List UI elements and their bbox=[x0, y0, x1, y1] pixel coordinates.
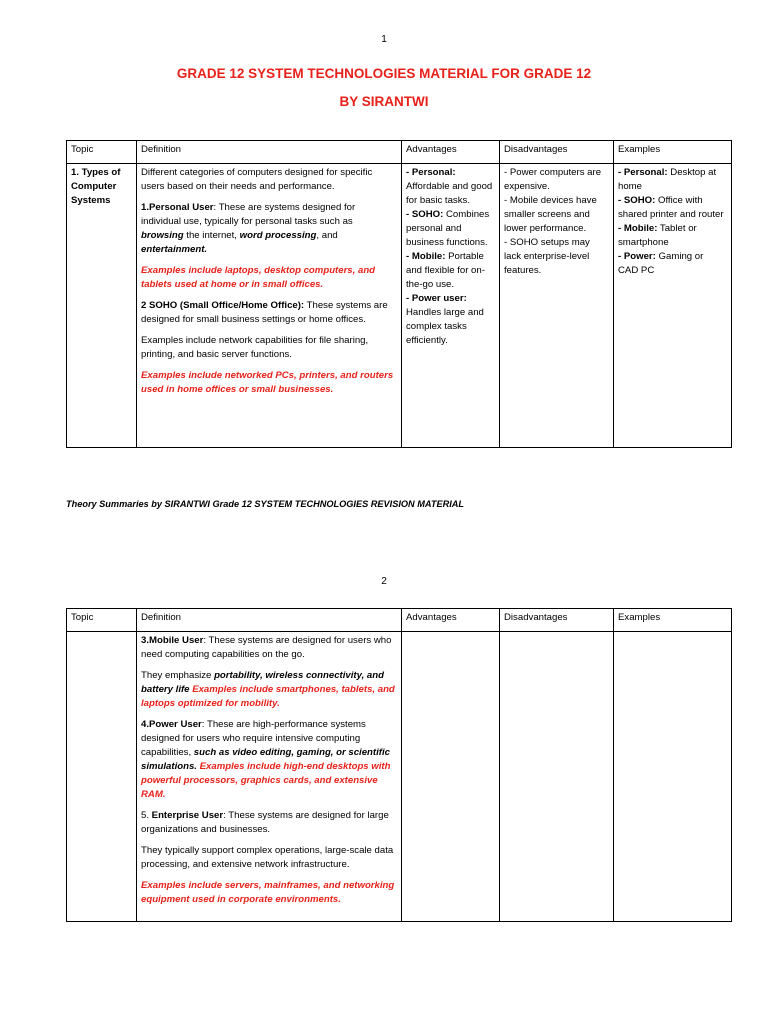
enterprise-user-paragraph bbox=[141, 809, 396, 837]
power-user-label: 4.Power User bbox=[141, 719, 202, 730]
disadvantages-cell bbox=[500, 164, 614, 448]
page-number: 1 bbox=[381, 34, 387, 45]
example-label: - Power: bbox=[618, 251, 656, 262]
example-text: Gaming or CAD PC bbox=[618, 251, 704, 276]
enterprise-examples: Examples include servers, mainframes, and networking equipment used in corporate environments. bbox=[141, 880, 395, 905]
table-row bbox=[67, 164, 732, 448]
mobile-user-label: 3.Mobile User bbox=[141, 635, 204, 646]
header-definition: Definition bbox=[137, 609, 402, 632]
soho-text: These systems are designed for small business settings or home offices. bbox=[141, 300, 388, 325]
advantage-text: Affordable and good for basic tasks. bbox=[406, 181, 493, 206]
personal-user-label: 1.Personal User bbox=[141, 202, 214, 213]
personal-examples: Examples include laptops, desktop computers, and tablets used at home or in small offices. bbox=[141, 265, 376, 290]
definition-cell bbox=[137, 164, 402, 448]
header-topic: Topic bbox=[67, 609, 137, 632]
mobile-examples: Examples include smartphones, tablets, and laptops optimized for mobility. bbox=[141, 684, 395, 709]
page-footer: Theory Summaries by SIRANTWI Grade 12 SYSTEM TECHNOLOGIES REVISION MATERIAL bbox=[66, 499, 465, 509]
header-topic: Topic bbox=[67, 141, 137, 164]
example-label: - SOHO: bbox=[618, 195, 656, 206]
enterprise-support-paragraph: They typically support complex operations, large-scale data processing, and extensive network infrastructure. bbox=[141, 845, 394, 870]
header-advantages: Advantages bbox=[402, 609, 500, 632]
soho-paragraph bbox=[141, 299, 396, 327]
disadvantages-cell bbox=[500, 632, 614, 922]
soho-examples: Examples include networked PCs, printers, and routers used in home offices or small businesses. bbox=[141, 370, 394, 395]
power-examples: Examples include high-end desktops with powerful processors, graphics cards, and extensive RAM. bbox=[141, 761, 391, 800]
advantage-label: - Personal: bbox=[406, 167, 456, 178]
example-text: Office with shared printer and router bbox=[618, 195, 724, 220]
mobile-user-paragraph bbox=[141, 634, 396, 662]
enterprise-user-text: : These systems are designed for large organizations and businesses. bbox=[141, 810, 389, 835]
advantage-label: - Mobile: bbox=[406, 251, 446, 262]
example-label: - Personal: bbox=[618, 167, 668, 178]
header-disadvantages: Disadvantages bbox=[500, 141, 614, 164]
word-processing-term: word processing bbox=[239, 230, 317, 241]
enterprise-number: 5. bbox=[141, 810, 152, 821]
example-item bbox=[618, 166, 726, 194]
header-examples: Examples bbox=[614, 141, 732, 164]
browsing-term: browsing bbox=[141, 230, 184, 241]
mobile-emphasis-intro: They emphasize bbox=[141, 670, 215, 681]
advantage-label: - SOHO: bbox=[406, 209, 444, 220]
power-user-emphasis: such as video editing, gaming, or scientific simulations. bbox=[141, 747, 390, 772]
advantage-item bbox=[406, 250, 494, 292]
examples-cell bbox=[614, 164, 732, 448]
header-disadvantages: Disadvantages bbox=[500, 609, 614, 632]
table-row bbox=[67, 632, 732, 922]
example-text: Desktop at home bbox=[618, 167, 717, 192]
mobile-emphasis-paragraph bbox=[141, 669, 396, 711]
page-number: 2 bbox=[381, 576, 387, 587]
disadvantage-item: - SOHO setups may lack enterprise-level features. bbox=[504, 237, 590, 276]
summary-table-page2 bbox=[66, 608, 732, 922]
advantage-text: Handles large and complex tasks efficiently. bbox=[406, 307, 484, 346]
example-text: Tablet or smartphone bbox=[618, 223, 697, 248]
header-examples: Examples bbox=[614, 609, 732, 632]
topic-cell: 1. Types of Computer Systems bbox=[67, 164, 137, 448]
personal-user-text-b: the internet, bbox=[183, 230, 240, 241]
definition-intro: Different categories of computers designed for specific users based on their needs and performance. bbox=[141, 167, 373, 192]
soho-label: 2 SOHO (Small Office/Home Office): bbox=[141, 300, 305, 311]
advantages-cell bbox=[402, 632, 500, 922]
personal-user-paragraph bbox=[141, 201, 396, 257]
advantage-item bbox=[406, 166, 494, 208]
disadvantage-item: - Power computers are expensive. bbox=[504, 167, 602, 192]
table-header-row bbox=[67, 609, 732, 632]
advantage-text: Portable and flexible for on-the-go use. bbox=[406, 251, 485, 290]
example-item bbox=[618, 222, 726, 250]
enterprise-user-label: Enterprise User bbox=[151, 810, 224, 821]
personal-user-text: : These are systems designed for individual use, typically for personal tasks such as bbox=[141, 202, 356, 227]
entertainment-term: entertainment. bbox=[141, 244, 208, 255]
advantage-label: - Power user: bbox=[406, 293, 467, 304]
document-subtitle: BY SIRANTWI bbox=[339, 94, 429, 109]
power-user-paragraph bbox=[141, 718, 396, 802]
disadvantage-item: - Mobile devices have smaller screens and lower performance. bbox=[504, 195, 597, 234]
soho-network-paragraph: Examples include network capabilities for file sharing, printing, and basic server functions. bbox=[141, 335, 369, 360]
advantage-text: Combines personal and business functions. bbox=[406, 209, 490, 248]
summary-table-page1 bbox=[66, 140, 732, 448]
mobile-emphasis-terms: portability, wireless connectivity, and battery life bbox=[141, 670, 384, 695]
document-title: GRADE 12 SYSTEM TECHNOLOGIES MATERIAL FOR GRADE 12 bbox=[176, 66, 592, 81]
example-item bbox=[618, 194, 726, 222]
advantage-item bbox=[406, 208, 494, 250]
definition-cell bbox=[137, 632, 402, 922]
header-definition: Definition bbox=[137, 141, 402, 164]
table-header-row bbox=[67, 141, 732, 164]
personal-user-text-c: , and bbox=[316, 230, 338, 241]
example-label: - Mobile: bbox=[618, 223, 658, 234]
mobile-user-text: : These systems are designed for users who need computing capabilities on the go. bbox=[141, 635, 392, 660]
examples-cell bbox=[614, 632, 732, 922]
advantages-cell bbox=[402, 164, 500, 448]
advantage-item bbox=[406, 292, 494, 348]
example-item bbox=[618, 250, 726, 278]
power-user-text: : These are high-performance systems designed for users who require intensive computing capabilities, bbox=[141, 719, 366, 758]
topic-cell bbox=[67, 632, 137, 922]
header-advantages: Advantages bbox=[402, 141, 500, 164]
